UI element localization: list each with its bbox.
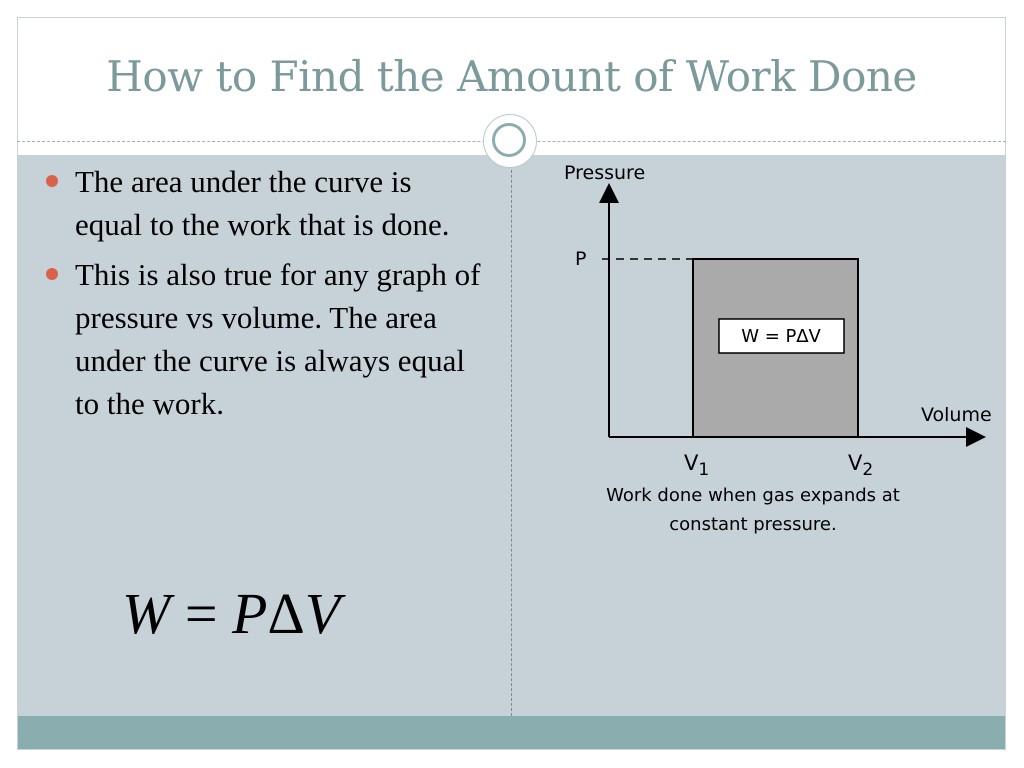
pv-diagram-svg (540, 155, 1000, 555)
equation-p: P (232, 581, 268, 646)
pv-diagram (540, 155, 1000, 555)
bullet-dot-icon (46, 268, 58, 280)
v1-subscript: 1 (698, 460, 710, 480)
diagram-caption-line1: Work done when gas expands at (606, 485, 900, 506)
y-axis-label: Pressure (564, 162, 646, 184)
equation-equals: = (184, 581, 218, 646)
bullet-text: The area under the curve is equal to the work that is done. (75, 164, 450, 242)
footer-bar (18, 716, 1005, 749)
v2-letter: V (848, 451, 863, 475)
column-divider (511, 155, 512, 716)
equation-v: V (304, 581, 341, 646)
x-axis-label: Volume (921, 404, 992, 426)
bullet-item (46, 160, 486, 246)
diagram-caption-line2: constant pressure. (669, 514, 837, 535)
formula-box-text: W = P∆V (741, 326, 821, 347)
v1-letter: V (684, 451, 699, 475)
pressure-tick-label: P (575, 248, 587, 270)
work-equation (122, 580, 340, 647)
bullet-list (46, 160, 486, 432)
equation-delta: Δ (267, 581, 305, 646)
equation-lhs: W (122, 581, 171, 646)
ring-ornament-icon (483, 114, 537, 168)
bullet-dot-icon (46, 175, 58, 187)
v2-label (848, 451, 873, 480)
slide-title: How to Find the Amount of Work Done (106, 52, 917, 101)
bullet-text: This is also true for any graph of pressure vs volume. The area under the curve is always equal to the work. (75, 257, 481, 421)
bullet-item (46, 253, 486, 425)
v1-label (684, 451, 709, 480)
v2-subscript: 2 (862, 460, 874, 480)
